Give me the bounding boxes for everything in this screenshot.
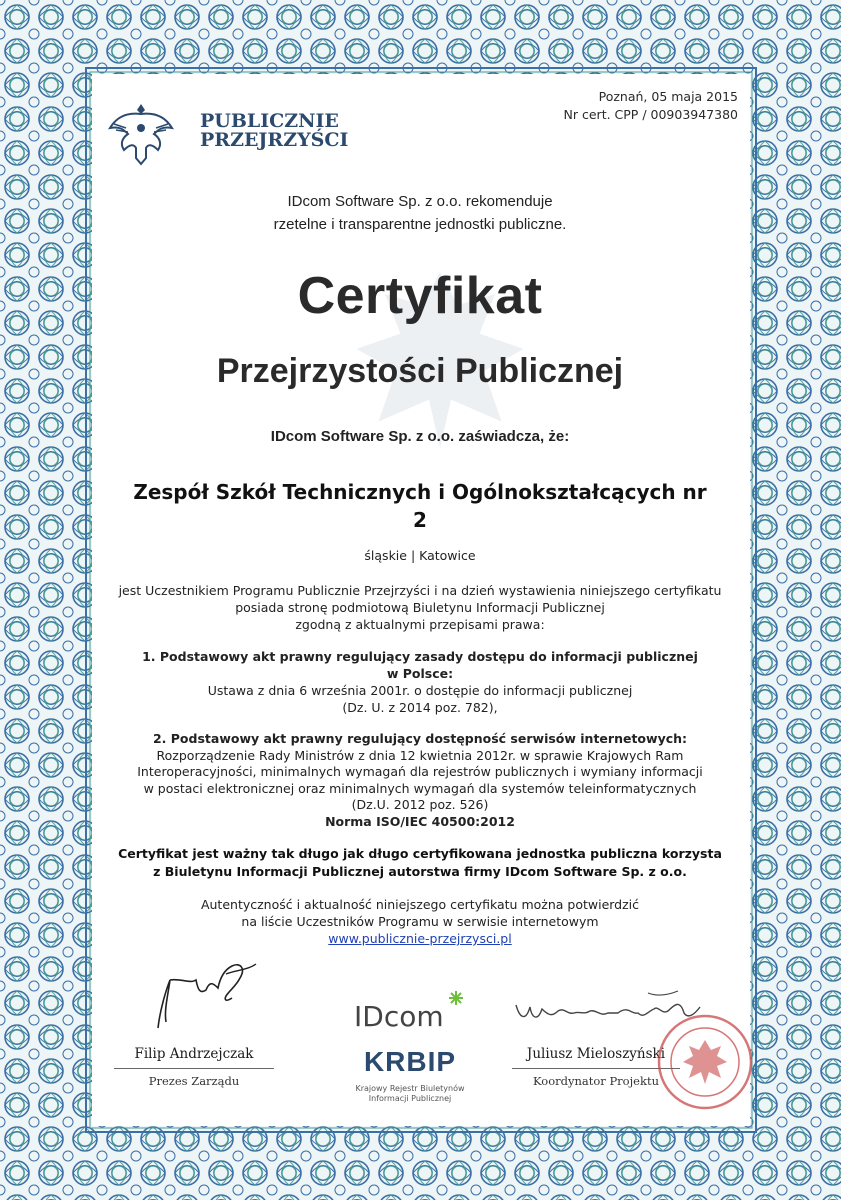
certificate-number: Nr cert. CPP / 00903947380	[563, 107, 738, 122]
validity-line-1: Certyfikat jest ważny tak długo jak długo certyfikowana jednostka publiczna korzysta	[118, 846, 722, 861]
authenticity-line-1: Autentyczność i aktualność niniejszego certyfikatu można potwierdzić	[200, 897, 640, 912]
signature-left	[140, 940, 290, 1040]
intro-line-1: IDcom Software Sp. z o.o. rekomenduje	[287, 193, 553, 210]
law2-line-2: Interoperacyjności, minimalnych wymagań dla rejestrów publicznych i wymiany informacji	[137, 764, 703, 779]
certificate-subtitle: Przejrzystości Publicznej	[216, 352, 624, 390]
statement-line-1: jest Uczestnikiem Programu Publicznie Przejrzyści i na dzień wystawienia niniejszego certyfikatu	[118, 583, 722, 598]
legal-act-2	[100, 731, 740, 830]
law1-heading-1: 1. Podstawowy akt prawny regulujący zasady dostępu do informacji publicznej	[142, 649, 698, 664]
law2-line-3: w postaci elektronicznej oraz minimalnych wymagań dla systemów teleinformatycznych	[143, 780, 697, 796]
law2-norm: Norma ISO/IEC 40500:2012	[325, 813, 515, 829]
place-and-date: Poznań, 05 maja 2015	[598, 89, 738, 104]
authenticity-line-2: na liście Uczestników Programu w serwisie internetowym	[241, 914, 599, 929]
law2-line-4: (Dz.U. 2012 poz. 526)	[351, 797, 489, 812]
school-name-line-1: Zespół Szkół Technicznych i Ogólnokształcących nr	[133, 480, 707, 504]
certificate-title: Certyfikat	[297, 267, 543, 325]
official-stamp-icon	[655, 1012, 755, 1112]
legal-act-1	[110, 648, 730, 716]
sparkle-icon	[449, 991, 463, 1005]
idcom-logo-text: IDcom	[354, 1000, 444, 1033]
statement-line-3: zgodną z aktualnymi przepisami prawa:	[295, 617, 545, 632]
attests-statement: IDcom Software Sp. z o.o. zaświadcza, że:	[270, 428, 570, 445]
white-eagle-icon	[106, 98, 176, 168]
school-name	[100, 478, 740, 534]
law1-line-2: (Dz. U. z 2014 poz. 782),	[342, 700, 498, 715]
participation-statement	[110, 582, 730, 633]
school-name-line-2: 2	[413, 508, 427, 532]
krbip-subtitle	[325, 1084, 495, 1104]
logo-line-1: PUBLICZNIE	[200, 110, 339, 132]
validity-statement	[95, 845, 745, 881]
program-website-link[interactable]: www.publicznie-przejrzysci.pl	[328, 931, 512, 946]
validity-line-2: z Biuletynu Informacji Publicznej autorstwa firmy IDcom Software Sp. z o.o.	[153, 864, 687, 879]
signatory-left-name: Filip Andrzejczak	[114, 1046, 274, 1069]
issue-info	[478, 88, 738, 124]
statement-line-2: posiada stronę podmiotową Biuletynu Informacji Publicznej	[235, 600, 605, 615]
intro-text	[120, 190, 720, 236]
law2-line-1: Rozporządzenie Rady Ministrów z dnia 12 kwietnia 2012r. w sprawie Krajowych Ram	[156, 747, 684, 763]
krbip-subtitle-line-2: Informacji Publicznej	[368, 1094, 452, 1103]
region-location: śląskie | Katowice	[364, 548, 476, 563]
publicznie-przejrzysci-logo	[200, 112, 380, 150]
law1-line-1: Ustawa z dnia 6 września 2001r. o dostępie do informacji publicznej	[207, 683, 633, 698]
krbip-logo: KRBIP	[363, 1046, 457, 1077]
signatory-right-name: Juliusz Mieloszyński	[512, 1046, 680, 1069]
signatory-right-role: Koordynator Projektu	[533, 1074, 659, 1088]
law2-heading: 2. Podstawowy akt prawny regulujący dostępność serwisów internetowych:	[152, 731, 688, 746]
idcom-logo	[340, 988, 470, 1034]
law1-heading-2: w Polsce:	[386, 666, 454, 681]
intro-line-2: rzetelne i transparentne jednostki publiczne.	[273, 216, 567, 233]
signatory-left-role: Prezes Zarządu	[148, 1074, 240, 1088]
krbip-subtitle-line-1: Krajowy Rejestr Biuletynów	[355, 1084, 465, 1093]
logo-line-2: PRZEJRZYŚCI	[200, 129, 349, 151]
